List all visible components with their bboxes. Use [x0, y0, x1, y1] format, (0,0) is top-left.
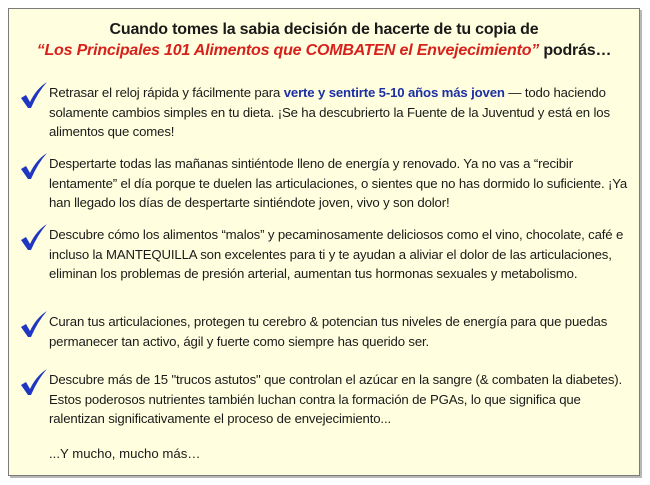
checkmark-icon — [19, 310, 49, 340]
checkmark-icon — [19, 152, 49, 182]
benefit-highlight: verte y sentirte 5-10 años más joven — [283, 85, 505, 100]
benefit-text-post: — todo haciendo solamente cambios simples en tu dieta. ¡Se ha descubrierto la Fuente de la Juventud y está en los alimentos que comes! — [49, 85, 610, 139]
checkmark-icon — [19, 81, 49, 111]
header-title-line — [9, 40, 639, 61]
header-intro: Cuando tomes la sabia decisión de hacerte de tu copia de — [109, 21, 539, 38]
checkmark-icon — [19, 368, 49, 398]
benefit-text — [49, 83, 639, 142]
benefit-text: Descubre más de 15 "trucos astutos" que controlan el azúcar en la sangre (& combaten la diabetes). Estos poderosos nutrientes también luchan contra la formación de PGAs, lo que significa que ralentizan significativamente el proceso de envejecimiento... — [49, 372, 623, 426]
benefit-text-pre: Retrasar el reloj rápida y fácilmente para — [49, 85, 284, 100]
closing-line: ...Y mucho, mucho más… — [49, 446, 201, 461]
offer-benefits-panel — [8, 8, 640, 476]
panel-header — [9, 19, 639, 61]
benefit-text: Despertarte todas las mañanas sintiéntode lleno de energía y renovado. Ya no vas a “recibir lentamente” el día porque te duelen las articulaciones, o sientes que no has dormido lo suficiente. ¡Ya han llegado los días de despertarte sintiéndote joven, vivo y son dolor! — [49, 156, 628, 210]
benefit-text: Curan tus articulaciones, protegen tu cerebro & potencian tus niveles de energía para que puedas permanecer tan activo, ágil y fuerte como siempre has querido ser. — [49, 314, 608, 349]
book-title: “Los Principales 101 Alimentos que COMBATEN el Envejecimiento” — [36, 42, 540, 59]
checkmark-icon — [19, 223, 49, 253]
header-tail: podrás… — [539, 42, 612, 59]
benefit-text: Descubre cómo los alimentos “malos” y pecaminosamente deliciosos como el vino, chocolate, café e incluso la MANTEQUILLA son excelentes para ti y te ayudan a aliviar el dolor de las articulaciones, eliminan los problemas de presión arterial, aumentan tus hormonas sexuales y metabolismo. — [49, 227, 624, 281]
